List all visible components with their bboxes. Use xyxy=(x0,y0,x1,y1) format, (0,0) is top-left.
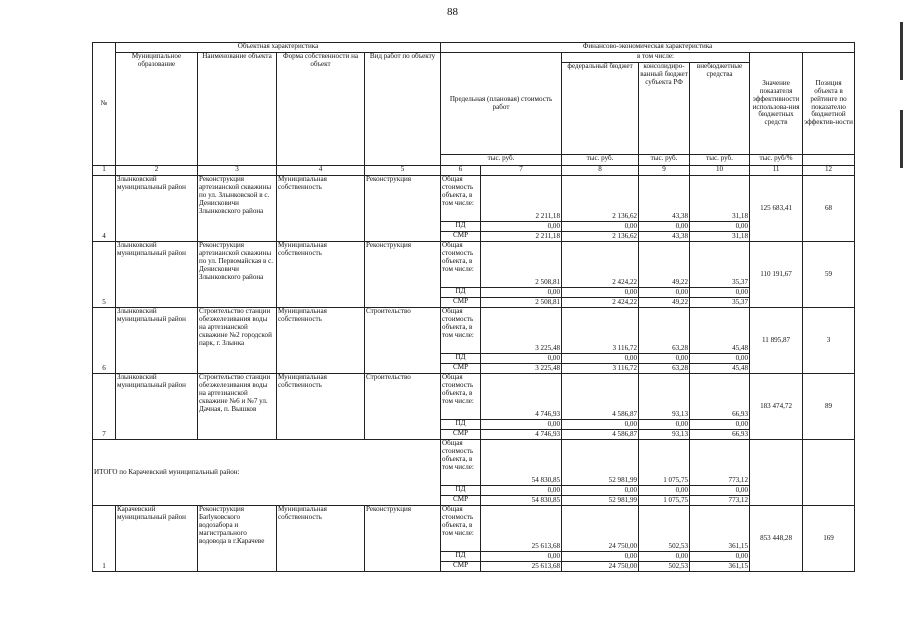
metric-smr-label: СМР xyxy=(441,562,481,572)
row-ownership: Муниципальная собственность xyxy=(277,506,365,572)
value-consolidated: 1 075,75 xyxy=(639,440,690,486)
column-number: 1 xyxy=(93,166,116,176)
unit-rank-empty xyxy=(803,155,855,166)
metric-smr-label: СМР xyxy=(441,364,481,374)
budget-efficiency-table xyxy=(92,42,855,572)
subtotal-row xyxy=(93,440,855,486)
value-total: 0,00 xyxy=(481,222,562,232)
efficiency-value: 11 895,87 xyxy=(750,308,803,374)
row-municipality: Злынковский муниципальный район xyxy=(116,308,198,374)
header-federal: федеральный бюджет xyxy=(562,63,639,155)
value-extrabudget: 66,93 xyxy=(690,430,750,440)
header-extrabudget: внебюджетные средства xyxy=(690,63,750,155)
value-federal: 0,00 xyxy=(562,354,639,364)
rank-value: 89 xyxy=(803,374,855,440)
value-federal: 52 981,99 xyxy=(562,440,639,486)
row-work-type: Строительство xyxy=(365,308,441,374)
metric-total-label: Общая стоимость объекта, в том числе: xyxy=(441,176,481,222)
row-object: Строительство станции обезжелезивания воды на артезианской скважине №2 городской парк, г. Злынка xyxy=(198,308,277,374)
table-row xyxy=(93,176,855,222)
row-ownership: Муниципальная собственность xyxy=(277,374,365,440)
value-total: 54 830,85 xyxy=(481,440,562,486)
column-number: 9 xyxy=(639,166,690,176)
row-number: 6 xyxy=(93,308,116,374)
row-number: 1 xyxy=(93,506,116,572)
metric-smr-label: СМР xyxy=(441,232,481,242)
value-total: 0,00 xyxy=(481,486,562,496)
value-extrabudget: 0,00 xyxy=(690,486,750,496)
value-total: 2 211,18 xyxy=(481,232,562,242)
value-extrabudget: 361,15 xyxy=(690,506,750,552)
value-consolidated: 93,13 xyxy=(639,430,690,440)
value-total: 54 830,85 xyxy=(481,496,562,506)
header-ownership: Форма собственности на объект xyxy=(277,53,365,166)
metric-smr-label: СМР xyxy=(441,430,481,440)
value-consolidated: 0,00 xyxy=(639,222,690,232)
row-number: 5 xyxy=(93,242,116,308)
value-extrabudget: 31,18 xyxy=(690,176,750,222)
value-federal: 0,00 xyxy=(562,486,639,496)
row-object: Реконструкция Бarlyковского водозабора и магистрального водовода в г.Карачеве xyxy=(198,506,277,572)
value-consolidated: 502,53 xyxy=(639,506,690,552)
row-object: Реконструкция артезианской скважины по ул. Первомайская в с. Денисковичи Злынковского района xyxy=(198,242,277,308)
value-extrabudget: 45,48 xyxy=(690,364,750,374)
metric-total-label: Общая стоимость объекта, в том числе: xyxy=(441,242,481,288)
scan-edge-mark xyxy=(900,110,903,168)
value-total: 3 225,48 xyxy=(481,308,562,354)
metric-smr-label: СМР xyxy=(441,496,481,506)
value-total: 2 211,18 xyxy=(481,176,562,222)
metric-total-label: Общая стоимость объекта, в том числе: xyxy=(441,374,481,420)
row-ownership: Муниципальная собственность xyxy=(277,176,365,242)
value-federal: 24 750,00 xyxy=(562,506,639,552)
subtotal-label: ИТОГО по Карачевский муниципальный район: xyxy=(93,440,441,506)
column-number: 4 xyxy=(277,166,365,176)
metric-smr-label: СМР xyxy=(441,298,481,308)
value-consolidated: 49,22 xyxy=(639,242,690,288)
value-consolidated: 0,00 xyxy=(639,486,690,496)
efficiency-value: 183 474,72 xyxy=(750,374,803,440)
value-extrabudget: 0,00 xyxy=(690,288,750,298)
value-total: 2 508,81 xyxy=(481,298,562,308)
rank-value: 3 xyxy=(803,308,855,374)
row-ownership: Муниципальная собственность xyxy=(277,308,365,374)
unit-efficiency: тыс. руб/% xyxy=(750,155,803,166)
metric-total-label: Общая стоимость объекта, в том числе: xyxy=(441,440,481,486)
header-municipality: Муниципальное образование xyxy=(116,53,198,166)
value-federal: 2 424,22 xyxy=(562,298,639,308)
value-federal: 2 424,22 xyxy=(562,242,639,288)
metric-pd-label: ПД xyxy=(441,486,481,496)
row-work-type: Реконструкция xyxy=(365,176,441,242)
metric-total-label: Общая стоимость объекта, в том числе: xyxy=(441,308,481,354)
header-row-no: № xyxy=(93,43,116,166)
rank-value: 169 xyxy=(803,506,855,572)
value-extrabudget: 773,12 xyxy=(690,496,750,506)
row-municipality: Карачевский муниципальный район xyxy=(116,506,198,572)
column-number: 5 xyxy=(365,166,441,176)
rank-value: 68 xyxy=(803,176,855,242)
row-object: Строительство станции обезжелезивания воды на артезианской скважине №6 и №7 ул. Дачная, п. Вышков xyxy=(198,374,277,440)
value-federal: 2 136,62 xyxy=(562,232,639,242)
value-consolidated: 43,38 xyxy=(639,232,690,242)
value-federal: 2 136,62 xyxy=(562,176,639,222)
row-number: 4 xyxy=(93,176,116,242)
unit-consolidated: тыс. руб. xyxy=(639,155,690,166)
value-total: 0,00 xyxy=(481,420,562,430)
value-total: 0,00 xyxy=(481,288,562,298)
row-object: Реконструкция артезианской скважины по ул. Злынковской в с. Денисковичи Злынковского района xyxy=(198,176,277,242)
value-total: 4 746,93 xyxy=(481,430,562,440)
value-consolidated: 1 075,75 xyxy=(639,496,690,506)
row-municipality: Злынковский муниципальный район xyxy=(116,242,198,308)
rank-value: 59 xyxy=(803,242,855,308)
value-extrabudget: 35,37 xyxy=(690,242,750,288)
value-total: 3 225,48 xyxy=(481,364,562,374)
row-work-type: Строительство xyxy=(365,374,441,440)
row-municipality: Злынковский муниципальный район xyxy=(116,176,198,242)
value-consolidated: 93,13 xyxy=(639,374,690,420)
column-number: 2 xyxy=(116,166,198,176)
header-object-name: Наименование объекта xyxy=(198,53,277,166)
column-number: 11 xyxy=(750,166,803,176)
efficiency-value: 110 191,67 xyxy=(750,242,803,308)
efficiency-value: 853 448,28 xyxy=(750,506,803,572)
value-extrabudget: 0,00 xyxy=(690,354,750,364)
value-federal: 52 981,99 xyxy=(562,496,639,506)
value-federal: 0,00 xyxy=(562,420,639,430)
value-federal: 4 586,87 xyxy=(562,374,639,420)
row-work-type: Реконструкция xyxy=(365,242,441,308)
value-total: 0,00 xyxy=(481,552,562,562)
value-federal: 4 586,87 xyxy=(562,430,639,440)
subtotal-efficiency-empty xyxy=(750,440,803,506)
row-number: 7 xyxy=(93,374,116,440)
value-consolidated: 49,22 xyxy=(639,298,690,308)
value-consolidated: 0,00 xyxy=(639,552,690,562)
scan-edge-mark xyxy=(900,22,903,80)
metric-pd-label: ПД xyxy=(441,288,481,298)
value-federal: 3 116,72 xyxy=(562,364,639,374)
column-number: 6 xyxy=(441,166,481,176)
column-number: 3 xyxy=(198,166,277,176)
unit-extrabudget: тыс. руб. xyxy=(690,155,750,166)
value-extrabudget: 0,00 xyxy=(690,222,750,232)
header-work-type: Вид работ по объекту xyxy=(365,53,441,166)
value-consolidated: 43,38 xyxy=(639,176,690,222)
value-total: 0,00 xyxy=(481,354,562,364)
value-consolidated: 63,28 xyxy=(639,308,690,354)
value-extrabudget: 773,12 xyxy=(690,440,750,486)
unit-federal: тыс. руб. xyxy=(562,155,639,166)
row-work-type: Реконструкция xyxy=(365,506,441,572)
value-consolidated: 0,00 xyxy=(639,354,690,364)
value-total: 25 613,68 xyxy=(481,562,562,572)
subtotal-rank-empty xyxy=(803,440,855,506)
value-consolidated: 0,00 xyxy=(639,420,690,430)
value-consolidated: 0,00 xyxy=(639,288,690,298)
value-extrabudget: 361,15 xyxy=(690,562,750,572)
metric-pd-label: ПД xyxy=(441,354,481,364)
value-federal: 0,00 xyxy=(562,552,639,562)
value-federal: 0,00 xyxy=(562,222,639,232)
value-extrabudget: 0,00 xyxy=(690,420,750,430)
value-extrabudget: 0,00 xyxy=(690,552,750,562)
table-row xyxy=(93,308,855,354)
value-extrabudget: 66,93 xyxy=(690,374,750,420)
header-efficiency: Значение показателя эффективности использова-ния бюджетных средств xyxy=(750,53,803,155)
value-federal: 24 750,00 xyxy=(562,562,639,572)
column-number: 12 xyxy=(803,166,855,176)
table-row xyxy=(93,242,855,288)
metric-pd-label: ПД xyxy=(441,420,481,430)
metric-total-label: Общая стоимость объекта, в том числе: xyxy=(441,506,481,552)
header-object-characteristics: Объектная характеристика xyxy=(116,43,441,53)
value-extrabudget: 31,18 xyxy=(690,232,750,242)
table-row xyxy=(93,506,855,552)
header-including: в том числе: xyxy=(562,53,750,63)
page-number: 88 xyxy=(447,6,458,18)
efficiency-value: 125 683,41 xyxy=(750,176,803,242)
value-extrabudget: 45,48 xyxy=(690,308,750,354)
value-total: 4 746,93 xyxy=(481,374,562,420)
row-ownership: Муниципальная собственность xyxy=(277,242,365,308)
row-municipality: Злынковский муниципальный район xyxy=(116,374,198,440)
header-consolidated: консолидиро-ванный бюджет субъекта РФ xyxy=(639,63,690,155)
value-total: 25 613,68 xyxy=(481,506,562,552)
value-federal: 3 116,72 xyxy=(562,308,639,354)
unit-max-cost: тыс. руб. xyxy=(441,155,562,166)
header-max-cost: Предельная (плановая) стоимость работ xyxy=(441,53,562,155)
value-consolidated: 63,28 xyxy=(639,364,690,374)
value-consolidated: 502,53 xyxy=(639,562,690,572)
header-financial-characteristics: Финансово-экономическая характеристика xyxy=(441,43,855,53)
header-rank: Позиция объекта в рейтинге по показателю бюджетной эффектив-ности xyxy=(803,53,855,155)
value-total: 2 508,81 xyxy=(481,242,562,288)
value-extrabudget: 35,37 xyxy=(690,298,750,308)
metric-pd-label: ПД xyxy=(441,222,481,232)
column-number: 7 xyxy=(481,166,562,176)
column-number: 8 xyxy=(562,166,639,176)
value-federal: 0,00 xyxy=(562,288,639,298)
table-row xyxy=(93,374,855,420)
column-number: 10 xyxy=(690,166,750,176)
metric-pd-label: ПД xyxy=(441,552,481,562)
